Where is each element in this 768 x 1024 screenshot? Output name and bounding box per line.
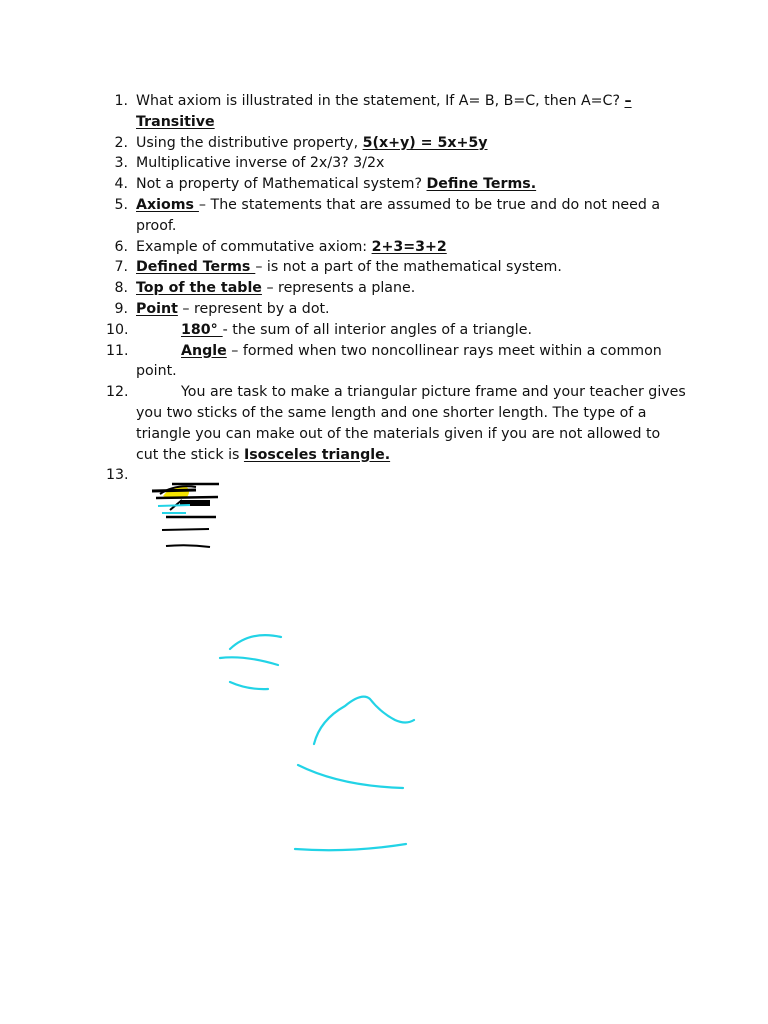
cyan-stroke (295, 844, 406, 850)
item-answer: Transitive (136, 113, 215, 130)
item-answer: 5(x+y) = 5x+5y (362, 134, 488, 151)
item-answer: Angle (181, 342, 227, 359)
ink-line (166, 545, 210, 547)
item-answer: Point (136, 300, 178, 317)
item-number: 11. (106, 342, 129, 359)
item-definition: - the sum of all interior angles of a triangle. (222, 321, 532, 338)
ink-line (152, 490, 196, 491)
ink-line (156, 497, 218, 498)
item-number: 6. (114, 238, 128, 255)
item-answer: Define Terms. (426, 176, 537, 193)
item-number: 9. (114, 300, 128, 317)
item-answer: 2+3=3+2 (371, 238, 447, 255)
item-number: 12. (106, 384, 129, 401)
item-answer: Defined Terms (136, 259, 256, 276)
cyan-stroke (298, 765, 403, 788)
item-number: 7. (114, 259, 128, 276)
cyan-scribbles (220, 635, 414, 850)
item-definition: – is not a part of the mathematical system. (255, 259, 562, 276)
item-question: What axiom is illustrated in the statement, If A= B, B=C, then A=C? (136, 93, 625, 109)
ink-scribble (152, 484, 219, 547)
cyan-stroke (220, 657, 278, 665)
item-definition: – formed when two noncollinear rays meet within a common point. (136, 342, 662, 380)
item-dash: – (624, 93, 632, 109)
item-definition: – represent by a dot. (177, 300, 330, 317)
item-question: You are task to make a triangular picture frame and your teacher gives you two sticks of the same length and one shorter length. The type of a triangle you can make out of the materials given if you are not allowed to cut the stick is (136, 384, 686, 463)
item-question: Example of commutative axiom: (136, 238, 372, 255)
cyan-stroke (230, 635, 281, 649)
cyan-stroke (230, 682, 268, 689)
cyan-line (158, 505, 190, 506)
item-number: 5. (114, 196, 128, 213)
item-number: 13. (106, 467, 129, 484)
item-question: Using the distributive property, (136, 134, 363, 151)
item-question: Not a property of Mathematical system? (136, 176, 427, 193)
item-number: 3. (114, 155, 128, 172)
cyan-stroke (314, 697, 414, 744)
item-answer: Axioms (136, 196, 199, 213)
item-answer: Top of the table (136, 280, 262, 297)
item-number: 2. (114, 134, 128, 151)
item-question: Multiplicative inverse of 2x/3? 3/2x (136, 155, 385, 172)
item-number: 1. (114, 93, 128, 109)
item-number: 10. (106, 321, 129, 338)
item-definition: – represents a plane. (261, 280, 416, 297)
item-number: 8. (114, 280, 128, 297)
item-number: 4. (114, 176, 128, 193)
item-definition: – The statements that are assumed to be true and do not need a proof. (136, 196, 661, 234)
item-answer: 180° (181, 321, 223, 338)
item-answer: Isosceles triangle. (243, 446, 391, 463)
ink-line (162, 529, 209, 530)
